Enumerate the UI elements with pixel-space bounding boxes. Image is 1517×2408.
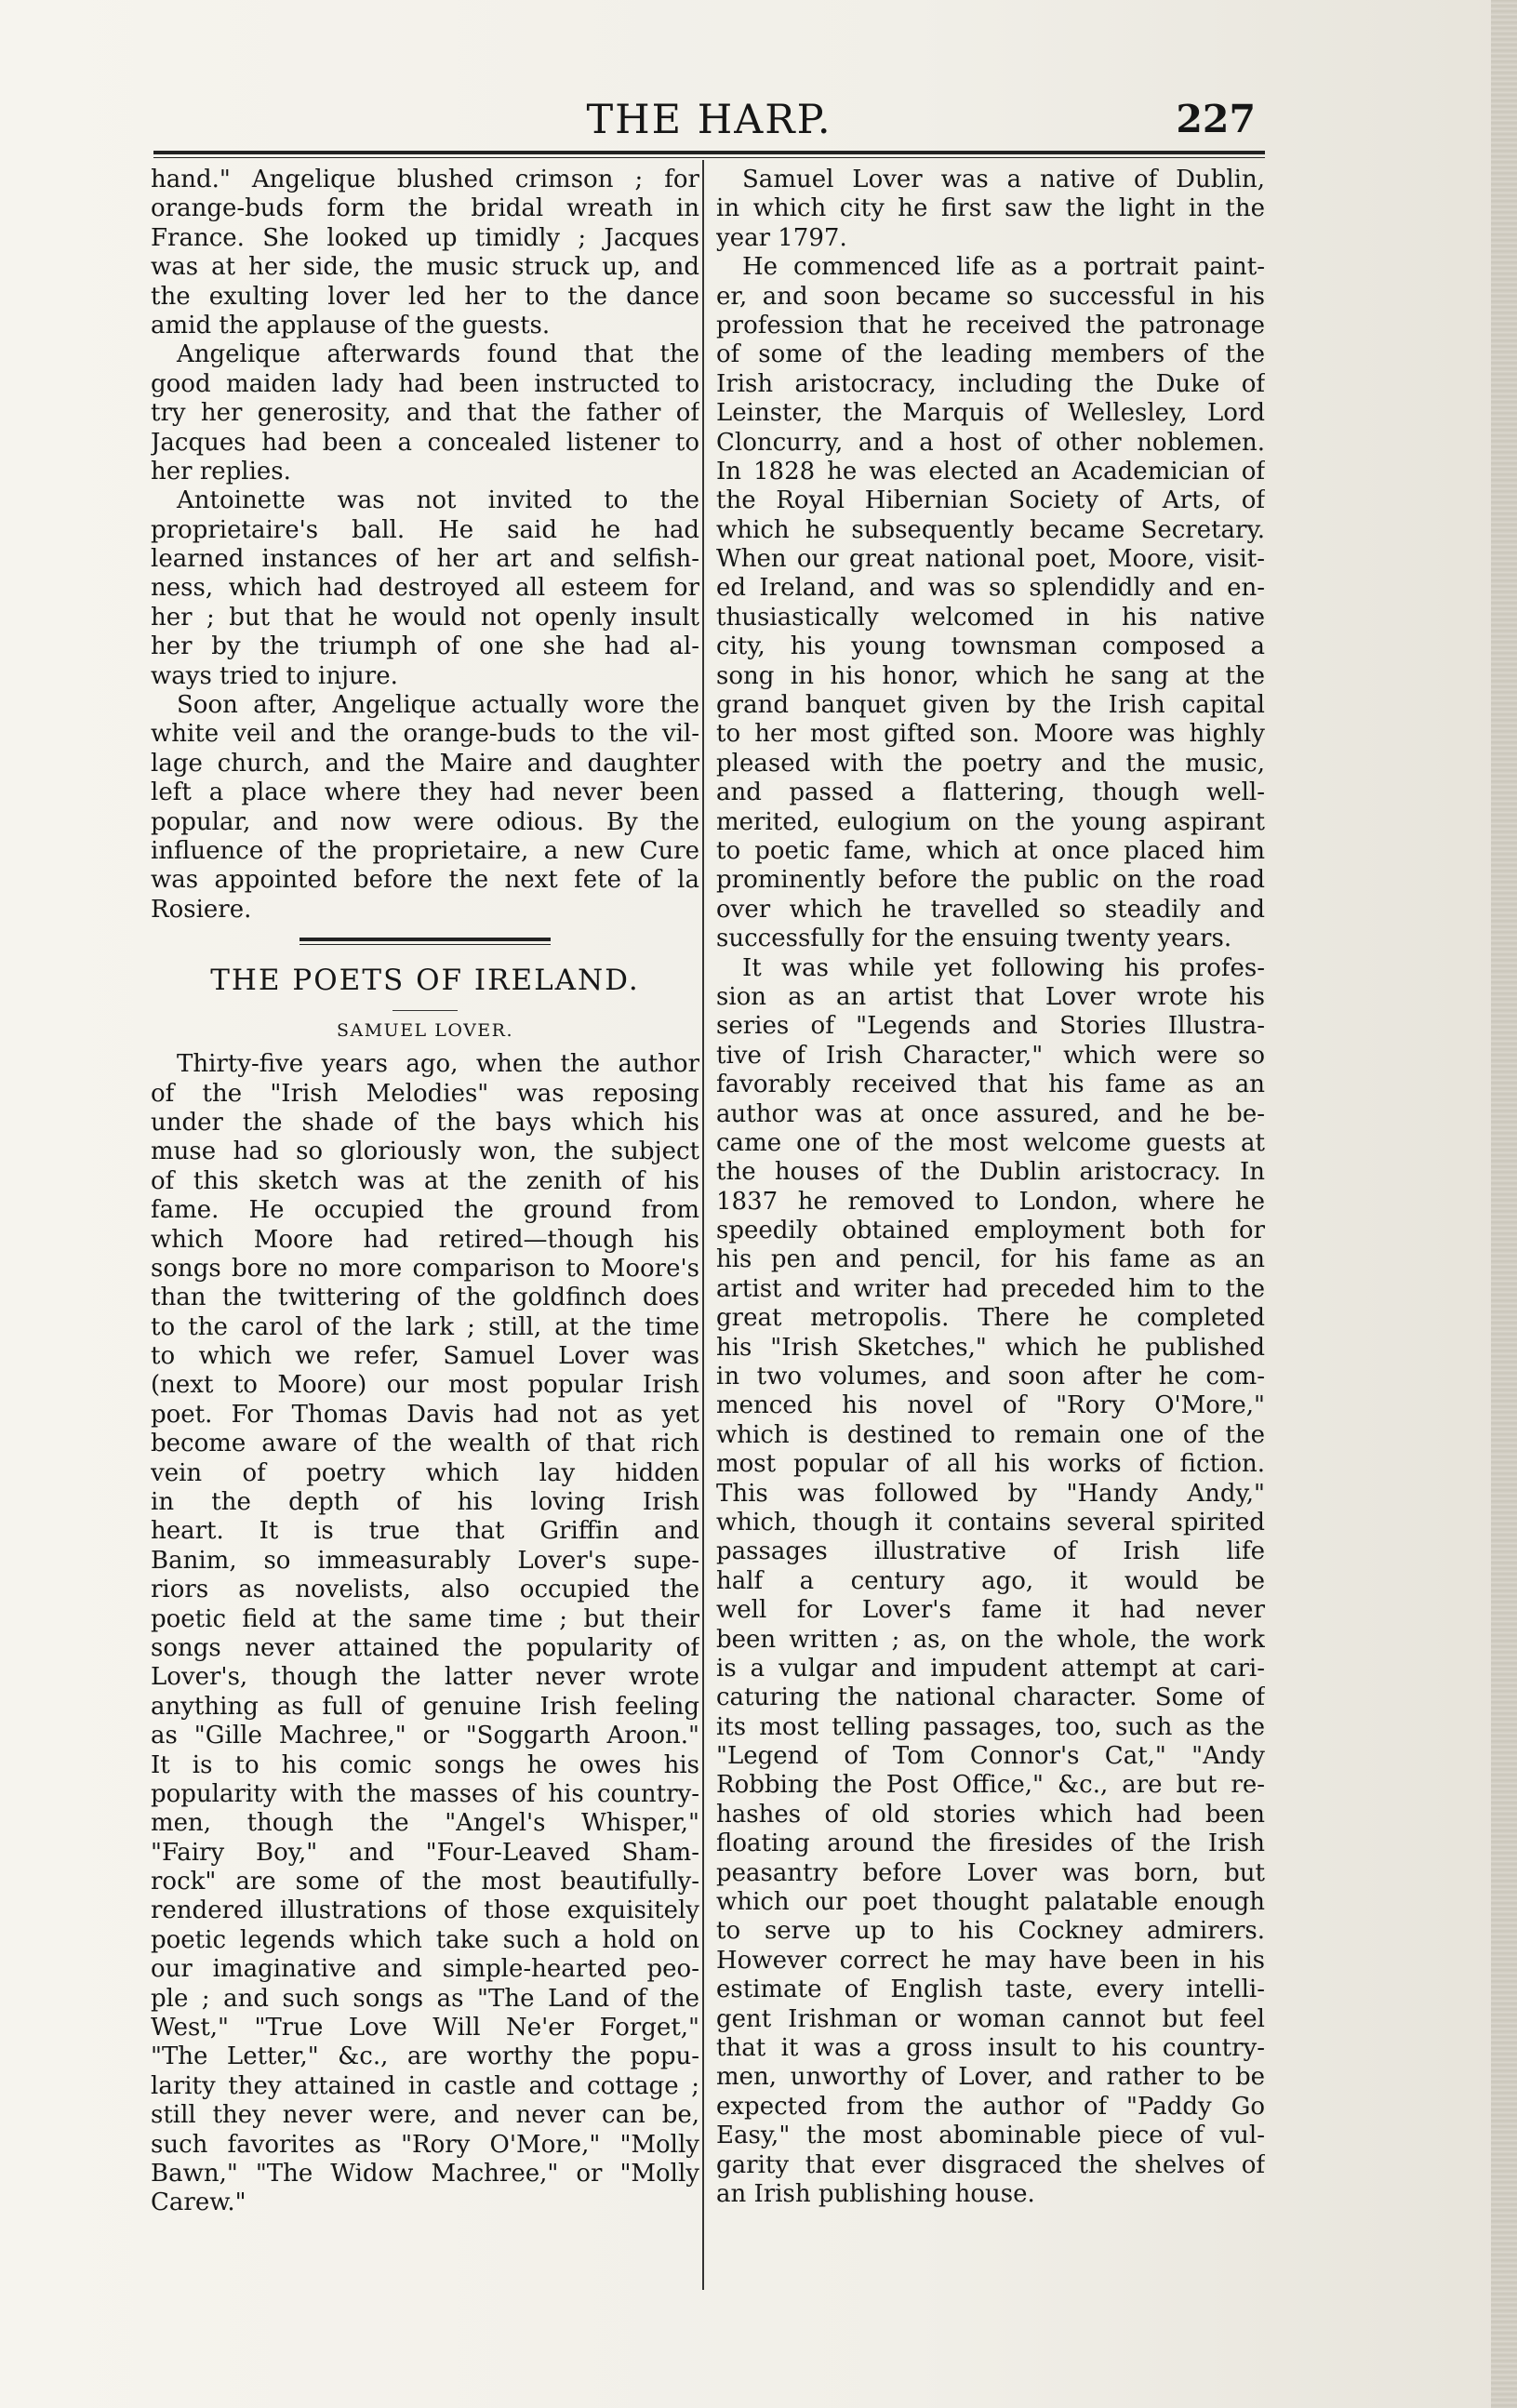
text-line: to serve up to his Cockney admirers. bbox=[716, 1917, 1265, 1946]
text-line: Thirty-five years ago, when the author bbox=[177, 1050, 699, 1079]
paragraph bbox=[151, 486, 699, 691]
text-line: which, though it contains several spirited bbox=[716, 1508, 1265, 1537]
text-line: which he subsequently became Secretary. bbox=[716, 515, 1265, 544]
text-line: songs bore no more comparison to Moore's bbox=[151, 1254, 699, 1283]
text-line: which our poet thought palatable enough bbox=[716, 1888, 1265, 1917]
text-line: of the "Irish Melodies" was reposing bbox=[151, 1079, 699, 1108]
text-line: of some of the leading members of the bbox=[716, 340, 1265, 369]
text-line: as "Gille Machree," or "Soggarth Aroon." bbox=[151, 1722, 699, 1750]
text-line: heart. It is true that Griffin and bbox=[151, 1517, 699, 1546]
text-line: floating around the firesides of the Irish bbox=[716, 1829, 1265, 1858]
text-line: white veil and the orange-buds to the vil- bbox=[151, 720, 699, 749]
text-line: prominently before the public on the road bbox=[716, 866, 1265, 895]
text-line: came one of the most welcome guests at bbox=[716, 1128, 1265, 1157]
text-line: of this sketch was at the zenith of his bbox=[151, 1166, 699, 1195]
right-column bbox=[716, 166, 1265, 2209]
text-line: Irish aristocracy, including the Duke of bbox=[716, 369, 1265, 398]
text-line: peasantry before Lover was born, but bbox=[716, 1858, 1265, 1887]
text-line: to poetic fame, which at once placed him bbox=[716, 836, 1265, 865]
text-line: When our great national poet, Moore, visit- bbox=[716, 545, 1265, 574]
text-line: Angelique afterwards found that the bbox=[177, 340, 699, 369]
text-line: ple ; and such songs as "The Land of the bbox=[151, 1984, 699, 2013]
text-line: Soon after, Angelique actually wore the bbox=[177, 691, 699, 720]
text-line: ness, which had destroyed all esteem for bbox=[151, 574, 699, 603]
section-double-rule bbox=[299, 938, 551, 945]
text-line: larity they attained in castle and cottage ; bbox=[151, 2071, 699, 2100]
text-line: Bawn," "The Widow Machree," or "Molly bbox=[151, 2160, 699, 2188]
text-line: his "Irish Sketches," which he published bbox=[716, 1333, 1265, 1362]
text-line: her ; but that he would not openly insult bbox=[151, 603, 699, 632]
text-line: It was while yet following his profes- bbox=[742, 953, 1265, 982]
column-divider bbox=[702, 160, 704, 2290]
text-line: year 1797. bbox=[716, 223, 847, 252]
text-line: well for Lover's fame it had never bbox=[716, 1596, 1265, 1625]
text-line: Rosiere. bbox=[151, 895, 252, 924]
text-line: which is destined to remain one of the bbox=[716, 1420, 1265, 1449]
text-line: ed Ireland, and was so splendidly and en- bbox=[716, 574, 1265, 603]
text-line: expected from the author of "Paddy Go bbox=[716, 2092, 1265, 2121]
text-line: men, though the "Angel's Whisper," bbox=[151, 1809, 699, 1838]
text-line: sion as an artist that Lover wrote his bbox=[716, 982, 1265, 1011]
text-line: to the carol of the lark ; still, at the time bbox=[151, 1312, 699, 1341]
text-line: orange-buds form the bridal wreath in bbox=[151, 194, 699, 223]
text-line: "The Letter," &c., are worthy the popu- bbox=[151, 2042, 699, 2071]
text-line: great metropolis. There he completed bbox=[716, 1304, 1265, 1333]
text-line: to her most gifted son. Moore was highly bbox=[716, 720, 1265, 749]
paragraph bbox=[716, 253, 1265, 953]
text-line: vein of poetry which lay hidden bbox=[151, 1458, 699, 1487]
text-line: the houses of the Dublin aristocracy. In bbox=[716, 1158, 1265, 1187]
text-line: Antoinette was not invited to the bbox=[177, 486, 699, 515]
text-line: was appointed before the next fete of la bbox=[151, 866, 699, 895]
text-line: rock" are some of the most beautifully- bbox=[151, 1868, 699, 1896]
text-line: song in his honor, which he sang at the bbox=[716, 661, 1265, 690]
text-line: ways tried to injure. bbox=[151, 661, 398, 690]
text-line: thusiastically welcomed in his native bbox=[716, 603, 1265, 632]
text-line: learned instances of her art and selfish- bbox=[151, 545, 699, 574]
text-line: that it was a gross insult to his country- bbox=[716, 2034, 1265, 2062]
text-line: garity that ever disgraced the shelves of bbox=[716, 2150, 1265, 2179]
text-line: our imaginative and simple-hearted peo- bbox=[151, 1955, 699, 1984]
text-line: over which he travelled so steadily and bbox=[716, 895, 1265, 924]
text-line: hashes of old stories which had been bbox=[716, 1800, 1265, 1829]
publication-title: THE HARP. bbox=[586, 97, 832, 143]
text-line: author was at once assured, and he be- bbox=[716, 1099, 1265, 1128]
page-edge-shadow bbox=[1491, 0, 1517, 2408]
text-line: and passed a flattering, though well- bbox=[716, 778, 1265, 807]
text-line: under the shade of the bays which his bbox=[151, 1108, 699, 1137]
paragraph bbox=[151, 1050, 699, 2218]
text-line: such favorites as "Rory O'More," "Molly bbox=[151, 2130, 699, 2159]
text-line: try her generosity, and that the father of bbox=[151, 399, 699, 428]
text-line: "Fairy Boy," and "Four-Leaved Sham- bbox=[151, 1838, 699, 1867]
text-line: poetic legends which take such a hold on bbox=[151, 1925, 699, 1954]
text-line: in two volumes, and soon after he com- bbox=[716, 1363, 1265, 1391]
text-line: left a place where they had never been bbox=[151, 778, 699, 807]
page-number: 227 bbox=[1176, 97, 1256, 141]
text-line: become aware of the wealth of that rich bbox=[151, 1430, 699, 1458]
text-line: her by the triumph of one she had al- bbox=[151, 632, 699, 661]
paragraph bbox=[151, 691, 699, 925]
text-line: riors as novelists, also occupied the bbox=[151, 1576, 699, 1604]
text-line: poet. For Thomas Davis had not as yet bbox=[151, 1400, 699, 1429]
text-line: good maiden lady had been instructed to bbox=[151, 369, 699, 398]
text-line: Jacques had been a concealed listener to bbox=[151, 428, 699, 457]
text-line: her replies. bbox=[151, 457, 291, 486]
text-line: artist and writer had preceded him to the bbox=[716, 1274, 1265, 1303]
byline: SAMUEL LOVER. bbox=[336, 1020, 514, 1042]
header-double-rule bbox=[153, 151, 1265, 158]
text-line: to which we refer, Samuel Lover was bbox=[151, 1342, 699, 1371]
text-line: Samuel Lover was a native of Dublin, bbox=[742, 166, 1265, 193]
text-line: men, unworthy of Lover, and rather to be bbox=[716, 2063, 1265, 2092]
text-line: poetic field at the same time ; but their bbox=[151, 1604, 699, 1633]
text-line: (next to Moore) our most popular Irish bbox=[151, 1371, 699, 1400]
paragraph bbox=[151, 166, 699, 340]
text-line: passages illustrative of Irish life bbox=[716, 1537, 1265, 1566]
text-line: profession that he received the patronage bbox=[716, 311, 1265, 339]
text-line: 1837 he removed to London, where he bbox=[716, 1187, 1265, 1216]
text-line: Carew." bbox=[151, 2188, 246, 2217]
text-line: an Irish publishing house. bbox=[716, 2179, 1035, 2208]
text-line: muse had so gloriously won, the subject bbox=[151, 1137, 699, 1166]
text-line: hand." Angelique blushed crimson ; for bbox=[151, 166, 699, 193]
text-line: tive of Irish Character," which were so bbox=[716, 1041, 1265, 1070]
text-line: lage church, and the Maire and daughter bbox=[151, 749, 699, 778]
text-line: Banim, so immeasurably Lover's supe- bbox=[151, 1546, 699, 1575]
section-title: THE POETS OF IRELAND. bbox=[210, 964, 640, 998]
paragraph bbox=[716, 166, 1265, 253]
text-line: "Legend of Tom Connor's Cat," "Andy bbox=[716, 1742, 1265, 1771]
text-line: Robbing the Post Office," &c., are but re- bbox=[716, 1771, 1265, 1800]
text-line: the exulting lover led her to the dance bbox=[151, 282, 699, 311]
text-line: However correct he may have been in his bbox=[716, 1946, 1265, 1975]
text-line: his pen and pencil, for his fame as an bbox=[716, 1245, 1265, 1274]
paragraph bbox=[716, 954, 1265, 2210]
running-head bbox=[153, 93, 1265, 149]
text-line: menced his novel of "Rory O'More," bbox=[716, 1391, 1265, 1420]
text-line: Leinster, the Marquis of Wellesley, Lord bbox=[716, 399, 1265, 428]
text-line: favorably received that his fame as an bbox=[716, 1071, 1265, 1099]
text-line: songs never attained the popularity of bbox=[151, 1633, 699, 1662]
text-line: grand banquet given by the Irish capital bbox=[716, 691, 1265, 720]
text-line: France. She looked up timidly ; Jacques bbox=[151, 223, 699, 252]
text-line: anything as full of genuine Irish feeling bbox=[151, 1692, 699, 1721]
text-line: influence of the proprietaire, a new Cure bbox=[151, 836, 699, 865]
text-line: was at her side, the music struck up, and bbox=[151, 253, 699, 282]
text-line: West," "True Love Will Ne'er Forget," bbox=[151, 2014, 699, 2042]
text-line: This was followed by "Handy Andy," bbox=[716, 1479, 1265, 1508]
text-line: popular, and now were odious. By the bbox=[151, 807, 699, 836]
text-line: Easy," the most abominable piece of vul- bbox=[716, 2122, 1265, 2150]
text-line: its most telling passages, too, such as the bbox=[716, 1712, 1265, 1741]
text-line: proprietaire's ball. He said he had bbox=[151, 515, 699, 544]
text-line: estimate of English taste, every intelli- bbox=[716, 1976, 1265, 2004]
text-line: merited, eulogium on the young aspirant bbox=[716, 807, 1265, 836]
paragraph bbox=[151, 340, 699, 486]
text-line: rendered illustrations of those exquisitely bbox=[151, 1896, 699, 1925]
text-line: speedily obtained employment both for bbox=[716, 1217, 1265, 1245]
text-line: amid the applause of the guests. bbox=[151, 311, 551, 339]
text-line: in the depth of his loving Irish bbox=[151, 1488, 699, 1517]
text-line: In 1828 he was elected an Academician of bbox=[716, 457, 1265, 486]
text-line: city, his young townsman composed a bbox=[716, 632, 1265, 661]
text-line: in which city he first saw the light in the bbox=[716, 194, 1265, 223]
text-line: Cloncurry, and a host of other noblemen. bbox=[716, 428, 1265, 457]
text-line: successfully for the ensuing twenty years. bbox=[716, 925, 1232, 953]
text-line: pleased with the poetry and the music, bbox=[716, 749, 1265, 778]
text-line: caturing the national character. Some of bbox=[716, 1683, 1265, 1712]
text-line: which Moore had retired—though his bbox=[151, 1225, 699, 1254]
text-line: still they never were, and never can be, bbox=[151, 2101, 699, 2130]
text-line: Lover's, though the latter never wrote bbox=[151, 1663, 699, 1692]
text-line: series of "Legends and Stories Illustra- bbox=[716, 1012, 1265, 1041]
text-line: It is to his comic songs he owes his bbox=[151, 1750, 699, 1779]
text-line: er, and soon became so successful in his bbox=[716, 282, 1265, 311]
text-line: the Royal Hibernian Society of Arts, of bbox=[716, 486, 1265, 515]
left-column bbox=[151, 166, 699, 2218]
text-line: gent Irishman or woman cannot but feel bbox=[716, 2004, 1265, 2033]
text-line: half a century ago, it would be bbox=[716, 1566, 1265, 1595]
text-line: He commenced life as a portrait paint- bbox=[742, 253, 1265, 282]
text-line: most popular of all his works of fiction. bbox=[716, 1450, 1265, 1479]
text-line: fame. He occupied the ground from bbox=[151, 1196, 699, 1225]
text-line: popularity with the masses of his country- bbox=[151, 1779, 699, 1808]
text-line: than the twittering of the goldfinch does bbox=[151, 1284, 699, 1312]
text-line: is a vulgar and impudent attempt at cari- bbox=[716, 1654, 1265, 1683]
text-line: been written ; as, on the whole, the work bbox=[716, 1625, 1265, 1654]
